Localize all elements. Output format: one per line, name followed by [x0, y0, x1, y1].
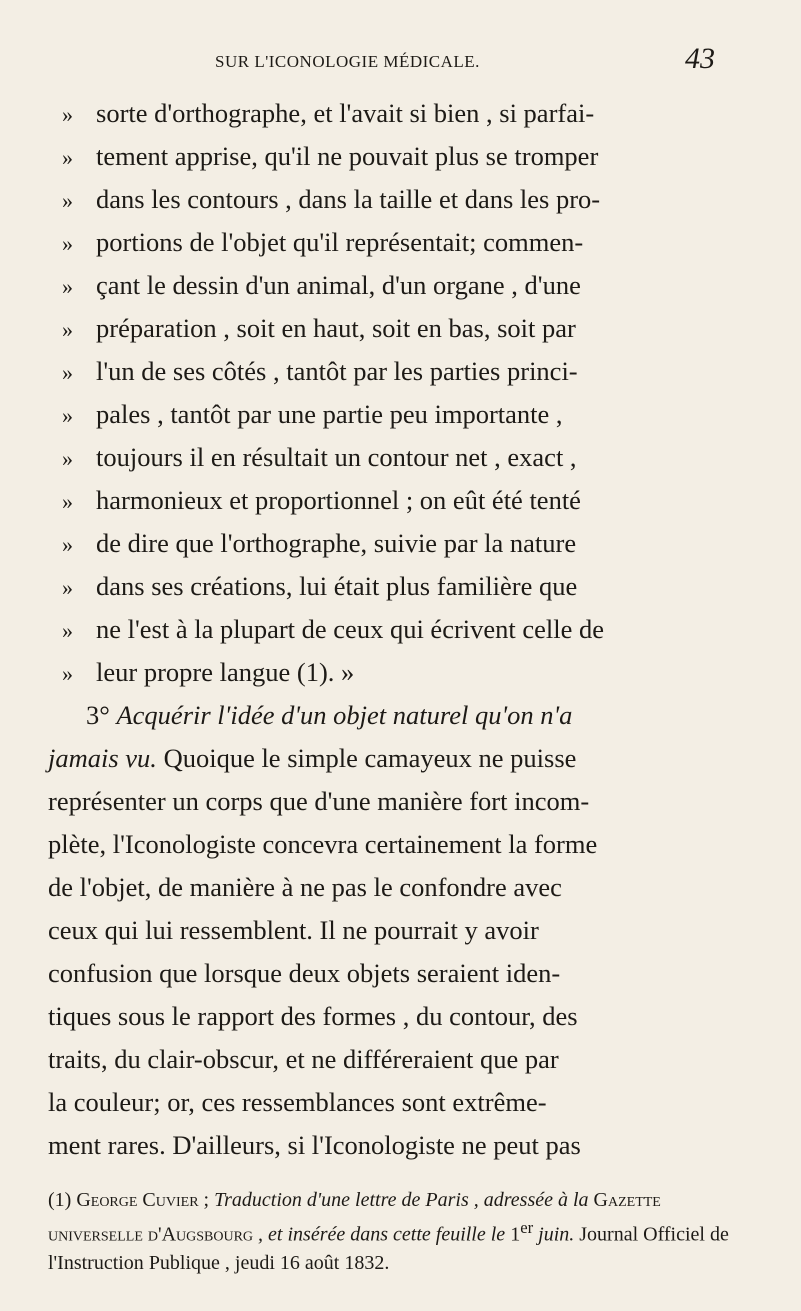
quote-mark: » — [62, 575, 73, 600]
quote-mark: » — [62, 188, 73, 213]
footnote-title-2: adressée à la — [483, 1189, 589, 1211]
page-number: 43 — [685, 42, 715, 75]
quote-mark: » — [62, 661, 73, 686]
section-title-cont: jamais vu. — [48, 743, 157, 773]
quote-text: de dire que l'orthographe, suivie par la nature — [96, 528, 577, 558]
quote-text: tement apprise, qu'il ne pouvait plus se tromper — [96, 141, 599, 171]
quote-mark: » — [62, 446, 73, 471]
footnote — [48, 1186, 753, 1277]
quote-line — [62, 612, 762, 648]
footnote-publication: Publique , jeudi 16 août 1832. — [148, 1251, 390, 1274]
quote-mark: » — [62, 489, 73, 514]
quote-text: portions de l'objet qu'il représentait; commen- — [96, 227, 584, 257]
quote-line — [62, 182, 762, 218]
footnote-title-3: , et insérée — [258, 1223, 346, 1246]
quote-mark: » — [62, 618, 73, 643]
quote-line — [62, 96, 762, 132]
quote-line — [62, 354, 762, 390]
footnote-author: George Cuvier ; — [76, 1189, 210, 1211]
quote-line — [62, 655, 762, 691]
body-line: confusion que lorsque deux objets seraient iden- — [48, 958, 561, 988]
quote-text: préparation , soit en haut, soit en bas, soit par — [96, 313, 576, 343]
quote-text: ne l'est à la plupart de ceux qui écrivent celle de — [96, 614, 605, 644]
footnote-newspaper: Gazette universelle d'Augsbourg — [48, 1189, 661, 1246]
footnote-date-ordinal-sup: er — [520, 1218, 534, 1237]
running-header: SUR L'ICONOLOGIE MÉDICALE. — [215, 52, 480, 71]
quote-text: sorte d'orthographe, et l'avait si bien , si parfai- — [96, 98, 595, 128]
quote-mark: » — [62, 360, 73, 385]
body-line: représenter un corps que d'une manière fort incom- — [48, 786, 590, 816]
quote-mark: » — [62, 102, 73, 127]
quote-mark: » — [62, 403, 73, 428]
quote-line — [62, 569, 762, 605]
quote-text: toujours il en résultait un contour net , exact , — [96, 442, 577, 472]
section-title: Acquérir l'idée d'un objet naturel qu'on n'a — [116, 700, 573, 730]
quote-mark: » — [62, 317, 73, 342]
quote-line — [62, 483, 762, 519]
quote-text: leur propre langue (1). » — [96, 657, 355, 687]
body-line: ment rares. D'ailleurs, si l'Iconologiste ne peut pas — [48, 1130, 581, 1160]
quote-text: l'un de ses côtés , tantôt par les parties princi- — [96, 356, 578, 386]
quote-mark: » — [62, 231, 73, 256]
quote-line — [62, 268, 762, 304]
section-number: 3° — [86, 700, 110, 730]
body-line: de l'objet, de manière à ne pas le confondre avec — [48, 872, 562, 902]
footnote-marker: (1) — [48, 1189, 72, 1211]
quote-line — [62, 311, 762, 347]
body-line: la couleur; or, ces ressemblances sont extrême- — [48, 1087, 547, 1117]
quote-text: çant le dessin d'un animal, d'un organe , d'une — [96, 270, 581, 300]
quote-mark: » — [62, 532, 73, 557]
quote-mark: » — [62, 274, 73, 299]
body-line: tiques sous le rapport des formes , du contour, des — [48, 1001, 578, 1031]
quote-text: harmonieux et proportionnel ; on eût été tenté — [96, 485, 581, 515]
footnote-journal: Journal Officiel de l'Instruction — [48, 1223, 729, 1274]
body-line: traits, du clair-obscur, et ne différeraient que par — [48, 1044, 559, 1074]
footnote-title-1: Traduction d'une lettre de Paris , — [214, 1189, 479, 1211]
quote-mark: » — [62, 145, 73, 170]
quote-line — [62, 397, 762, 433]
quote-text: dans ses créations, lui était plus familière que — [96, 571, 578, 601]
section-heading-line-2 — [48, 741, 753, 775]
section-heading-line — [86, 698, 791, 732]
body-line: ceux qui lui ressemblent. Il ne pourrait y avoir — [48, 915, 539, 945]
footnote-title-4: dans cette feuille le — [350, 1223, 506, 1246]
quote-line — [62, 526, 762, 562]
quote-line — [62, 139, 762, 175]
footnote-date-ordinal: 1 — [510, 1223, 521, 1246]
quote-text: pales , tantôt par une partie peu importante , — [96, 399, 563, 429]
footnote-title-5: juin. — [538, 1223, 575, 1246]
quote-text: dans les contours , dans la taille et dans les pro- — [96, 184, 601, 214]
quote-line — [62, 225, 762, 261]
quote-line — [62, 440, 762, 476]
section-first-text: Quoique le simple camayeux ne puisse — [163, 743, 577, 773]
body-line: plète, l'Iconologiste concevra certainement la forme — [48, 829, 598, 859]
